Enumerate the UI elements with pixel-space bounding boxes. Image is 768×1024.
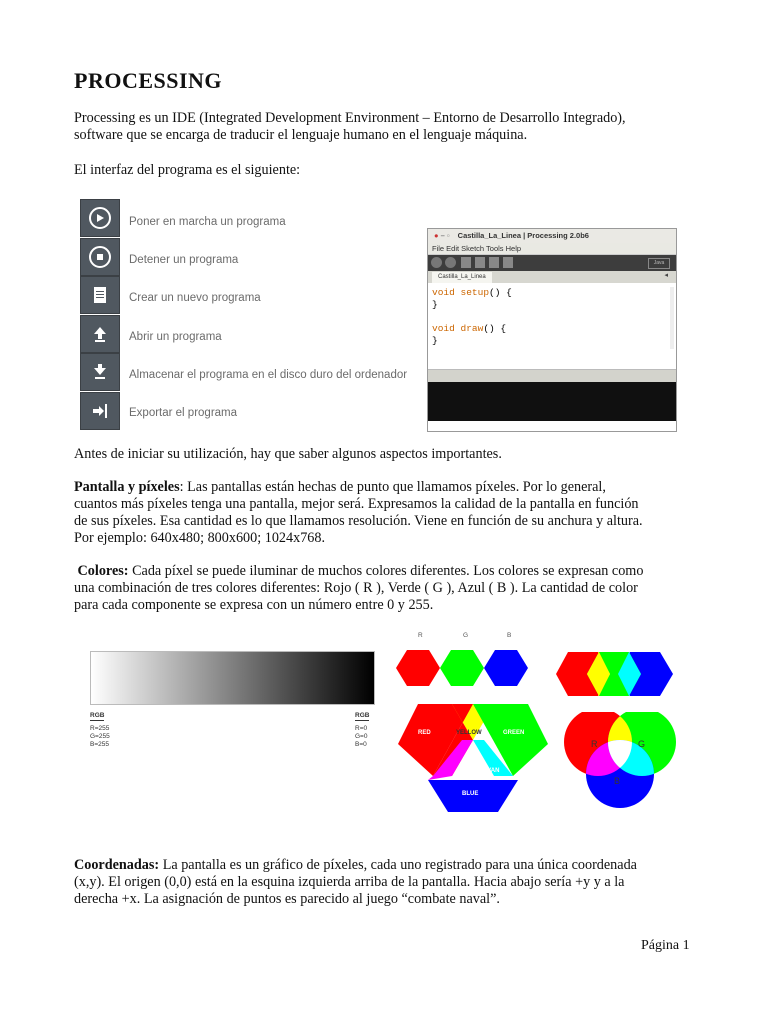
- ide-new-icon: [461, 257, 471, 268]
- before-text: Antes de iniciar su utilización, hay que saber algunos aspectos importantes.: [74, 446, 502, 462]
- ide-open-icon: [475, 257, 485, 268]
- legend-label-save: Almacenar el programa en el disco duro del ordenador: [129, 369, 408, 381]
- venn-letter-b: B: [614, 776, 621, 786]
- close-icon: ●: [434, 231, 439, 240]
- ide-tab: Castilla_La_Linea: [432, 272, 492, 283]
- colores-paragraph: Colores: Cada píxel se puede iluminar de muchos colores diferentes. Los colores se expresan como una combinación de tres colores diferentes: Rojo ( R ), Verde ( G ), Azul ( B ). La cantidad de color para cada componente se expresa con un número entre 0 y 255.: [74, 563, 644, 613]
- maximize-icon: ▫: [446, 231, 450, 240]
- hex-letter-g: G: [463, 632, 469, 639]
- ide-titlebar: [428, 229, 676, 243]
- ide-export-icon: [503, 257, 513, 268]
- rgb-venn-diagram: [560, 712, 680, 808]
- ide-status-bar: [428, 369, 676, 382]
- page-number: Página 1: [641, 938, 690, 953]
- new-file-icon: [80, 276, 120, 314]
- legend-label-play: Poner en marcha un programa: [129, 216, 286, 228]
- hex-letter-b: B: [507, 632, 512, 639]
- ide-run-icon: [431, 257, 442, 268]
- ide-stop-icon: [445, 257, 456, 268]
- interface-text: El interfaz del programa es el siguiente:: [74, 162, 301, 178]
- label-red: RED: [418, 730, 431, 736]
- ide-title: Castilla_La_Linea | Processing 2.0b6: [457, 231, 589, 240]
- ide-tabbar: [428, 271, 676, 283]
- page-title: PROCESSING: [74, 68, 223, 93]
- red-hexagon: [396, 650, 440, 686]
- label-green: GREEN: [503, 730, 525, 736]
- gradient-right-values: RGB R=0 G=0 B=0: [355, 712, 370, 748]
- processing-ide-screenshot: [427, 228, 677, 432]
- pantalla-paragraph: Pantalla y píxeles: Las pantallas están hechas de punto que llamamos píxeles. Por lo general, cuantos más píxeles tenga una pantalla, mejor será. Expresamos la calidad de la pantalla en función de sus píxeles. Esa cantidad es lo que llamamos resolución. Viene en función de su anchura y altura. Por ejemplo: 640x480; 800x600; 1024x768.: [74, 479, 643, 546]
- hex-letter-r: R: [418, 632, 423, 639]
- label-blue: BLUE: [462, 791, 479, 797]
- intro-paragraph: Processing es un IDE (Integrated Development Environment – Entorno de Desarrollo Integrado), software que se encarga de traducir el lenguaje humano en el lenguaje máquina.: [74, 110, 626, 143]
- ide-mode-selector: Java: [648, 258, 670, 269]
- ide-toolbar: [428, 255, 676, 271]
- ide-tab-arrow-icon: ◂: [664, 271, 668, 279]
- export-icon: [80, 392, 120, 430]
- ide-save-icon: [489, 257, 499, 268]
- label-cyan: CYAN: [483, 768, 500, 774]
- legend-label-open: Abrir un programa: [129, 331, 222, 343]
- legend-label-stop: Detener un programa: [129, 254, 239, 266]
- blue-hexagon: [484, 650, 528, 686]
- legend-label-export: Exportar el programa: [129, 407, 238, 419]
- overlapping-hexagons: [555, 651, 675, 697]
- stop-icon: [80, 238, 120, 276]
- label-yellow: YELLOW: [456, 730, 482, 736]
- green-hexagon: [440, 650, 484, 686]
- ide-menubar: File Edit Sketch Tools Help: [428, 243, 676, 255]
- rgb-hexagons: [396, 648, 536, 688]
- open-icon: [80, 315, 120, 353]
- venn-letter-g: G: [638, 739, 646, 749]
- minimize-icon: –: [440, 231, 445, 240]
- ide-console: [428, 382, 676, 421]
- legend-label-new: Crear un nuevo programa: [129, 292, 261, 304]
- play-icon: [80, 199, 120, 237]
- save-icon: [80, 353, 120, 391]
- ide-code-editor: void setup() { } void draw() { }: [428, 283, 676, 369]
- white-black-gradient: [90, 651, 375, 705]
- gradient-left-values: RGB R=255 G=255 B=255: [90, 712, 110, 748]
- color-triangle-diagram: [398, 704, 548, 814]
- coordenadas-paragraph: Coordenadas: La pantalla es un gráfico de píxeles, cada uno registrado para una única coordenada (x,y). El origen (0,0) está en la esquina izquierda arriba de la pantalla. Hacia abajo sería +y y a la derecha +x. La asignación de puntos es parecido al juego “combate naval”.: [74, 857, 637, 907]
- venn-letter-r: R: [591, 739, 598, 749]
